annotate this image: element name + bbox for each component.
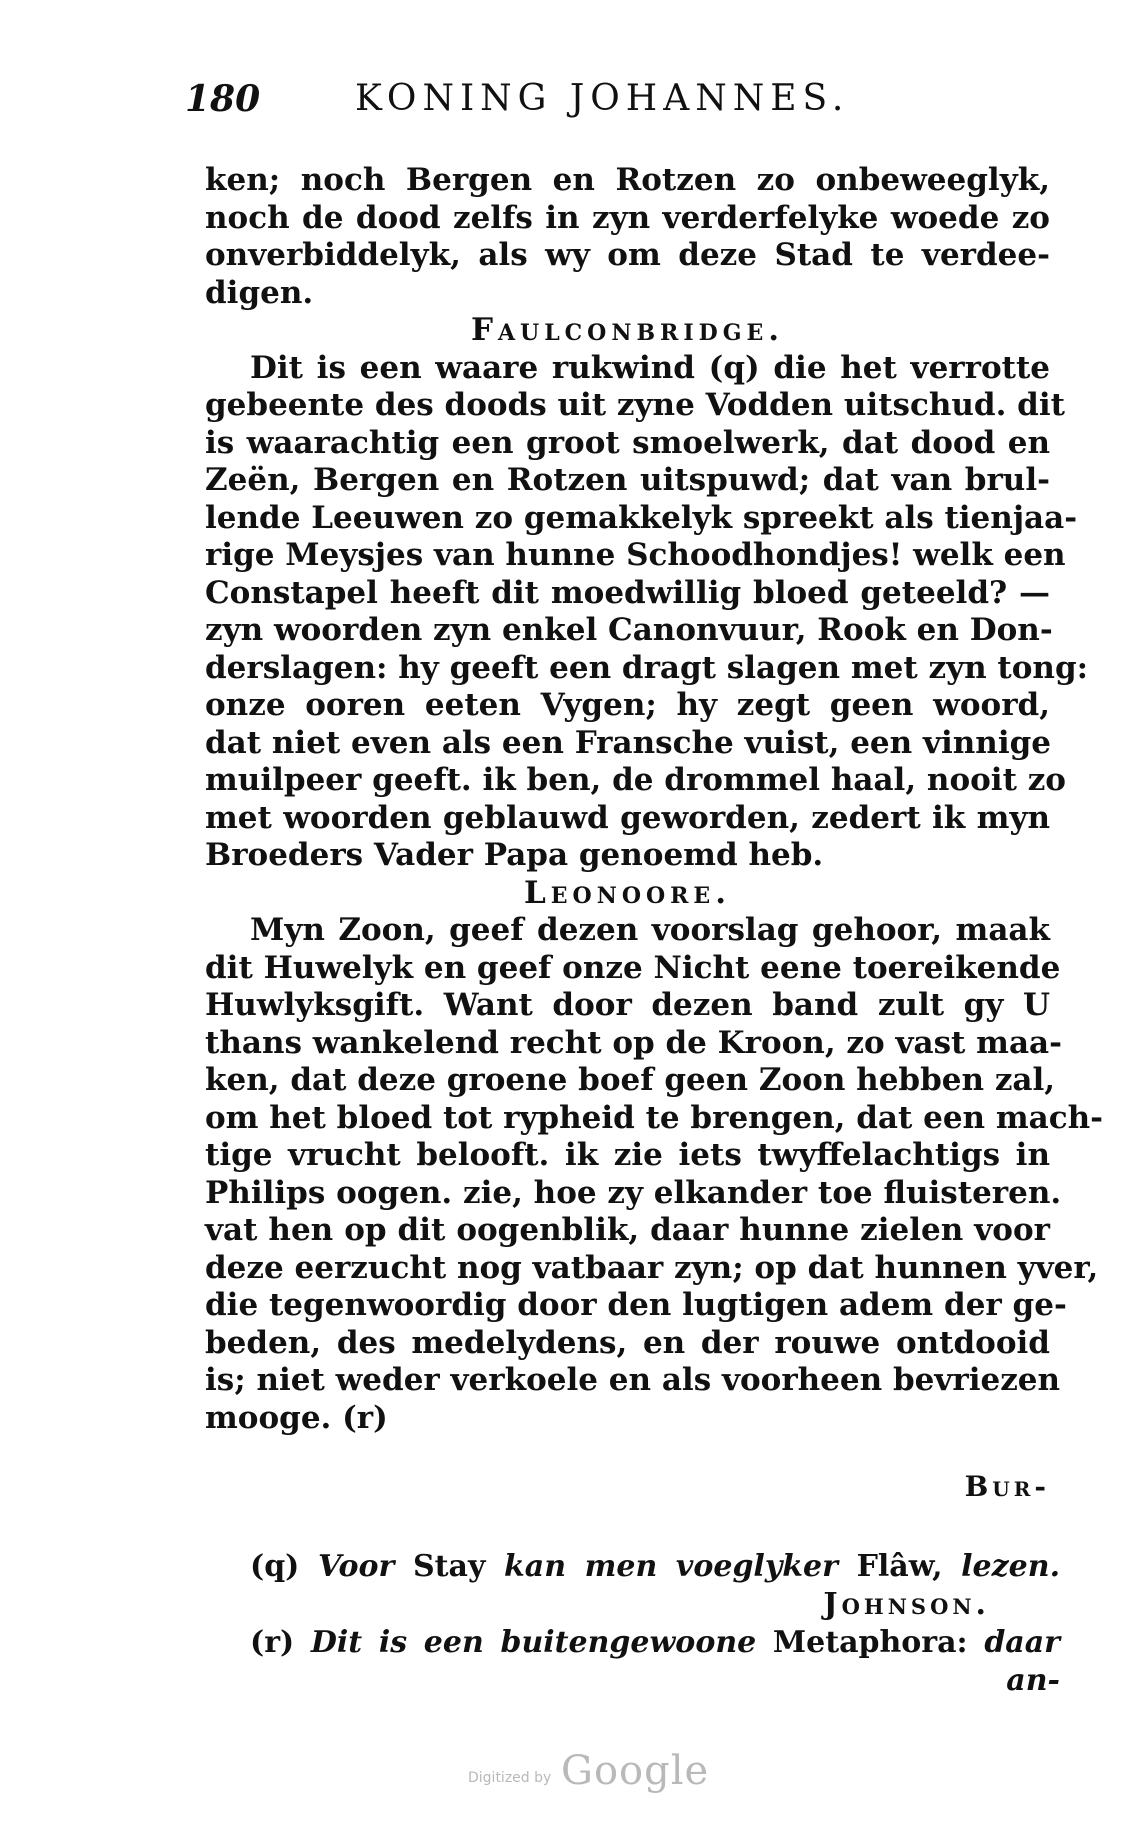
body-text: [205, 162, 1104, 1437]
text-line: Zeën, Bergen en Rotzen uitspuwd; dat van brul-: [205, 462, 1050, 498]
text-line: lende Leeuwen zo gemakkelyk spreekt als tienjaa-: [205, 499, 1078, 536]
page-number: 180: [185, 78, 261, 120]
footnote-q: [250, 1548, 1060, 1586]
footnote-catchword: an-: [1006, 1663, 1060, 1698]
text-line: dit Huwelyk en geef onze Nicht eene toereikende: [205, 949, 1061, 986]
footnote-text: lezen.: [961, 1549, 1061, 1584]
paragraph-3: [205, 912, 1104, 1437]
text-line: die tegenwoordig door den lugtigen adem der ge-: [205, 1287, 1067, 1323]
footnotes: [250, 1548, 1060, 1700]
text-line: onverbiddelyk, als wy om deze Stad te verdee-: [205, 237, 1050, 273]
text-line: mooge. (r): [205, 1399, 388, 1436]
text-line: Huwlyksgift. Want door dezen band zult gy U: [205, 987, 1050, 1023]
footnote-author: Johnson.: [823, 1587, 990, 1622]
footnote-text: Stay: [412, 1549, 486, 1584]
text-line: deze eerzucht nog vatbaar zyn; op dat hunnen yver,: [205, 1249, 1099, 1286]
text-line: met woorden geblauwd geworden, zedert ik myn: [205, 799, 1050, 836]
footnote-text: Flâw,: [856, 1549, 943, 1584]
text-line: vat hen op dit oogenblik, daar hunne zielen voor: [205, 1212, 1050, 1248]
google-logo: Google: [561, 1748, 710, 1794]
paragraph-1: [205, 162, 1050, 312]
text-line: Myn Zoon, geef dezen voorslag gehoor, maak: [250, 912, 1050, 948]
text-line: is waarachtig een groot smoelwerk, dat dood en: [205, 424, 1050, 461]
paragraph-2: [205, 349, 1089, 875]
footnote-marker: (q): [250, 1549, 300, 1584]
text-line: zyn woorden zyn enkel Canonvuur, Rook en Don-: [205, 612, 1053, 648]
text-line: digen.: [205, 274, 314, 311]
speaker-heading-leonoore: Leonoore.: [523, 874, 731, 911]
text-line: thans wankelend recht op de Kroon, zo vast maa-: [205, 1024, 1062, 1061]
footnote-text: Voor: [318, 1549, 395, 1584]
text-line: ken, dat deze groene boef geen Zoon hebben zal,: [205, 1062, 1056, 1098]
speaker-heading-faulconbridge: Faulconbridge.: [470, 312, 785, 348]
digitized-by-google-watermark: [468, 1748, 708, 1798]
running-head: KONING JOHANNES.: [355, 78, 850, 119]
text-line: onze ooren eeten Vygen; hy zegt geen woord,: [205, 687, 1050, 723]
footnote-text: Dit is een buitengewoone: [310, 1625, 757, 1660]
text-line: dat niet even als een Fransche vuist, een vinnige: [205, 724, 1052, 761]
text-line: derslagen: hy geeft een dragt slagen met zyn tong:: [205, 649, 1089, 686]
text-line: muilpeer geeft. ik ben, de drommel haal, nooit zo: [205, 762, 1066, 798]
text-line: rige Meysjes van hunne Schoodhondjes! welk een: [205, 537, 1066, 573]
text-line: Philips oogen. zie, hoe zy elkander toe fluisteren.: [205, 1174, 1062, 1211]
catchword: Bur-: [964, 1470, 1050, 1503]
footnote-text: Metaphora:: [772, 1625, 968, 1660]
text-line: gebeente des doods uit zyne Vodden uitschud. dit: [205, 387, 1065, 423]
footnote-text: kan men voeglyker: [504, 1549, 838, 1584]
text-line: Constapel heeft dit moedwillig bloed geteeld? —: [205, 574, 1050, 611]
watermark-caption: Digitized by: [468, 1770, 552, 1786]
text-line: om het bloed tot rypheid te brengen, dat een mach-: [205, 1099, 1104, 1136]
footnote-text: daar: [984, 1625, 1060, 1660]
text-line: noch de dood zelfs in zyn verderfelyke woede zo: [205, 199, 1050, 236]
text-line: is; niet weder verkoele en als voorheen bevriezen: [205, 1362, 1061, 1398]
text-line: Broeders Vader Papa genoemd heb.: [205, 837, 824, 873]
text-line: beden, des medelydens, en der rouwe ontdooid: [205, 1324, 1050, 1361]
text-line: tige vrucht belooft. ik zie iets twyffelachtigs in: [205, 1137, 1050, 1173]
page-header: [185, 78, 905, 128]
text-line: Dit is een waare rukwind (q) die het verrotte: [250, 349, 1050, 386]
footnote-r: [250, 1624, 1060, 1662]
text-line: ken; noch Bergen en Rotzen zo onbeweeglyk,: [205, 162, 1050, 198]
footnote-marker: (r): [250, 1625, 295, 1660]
